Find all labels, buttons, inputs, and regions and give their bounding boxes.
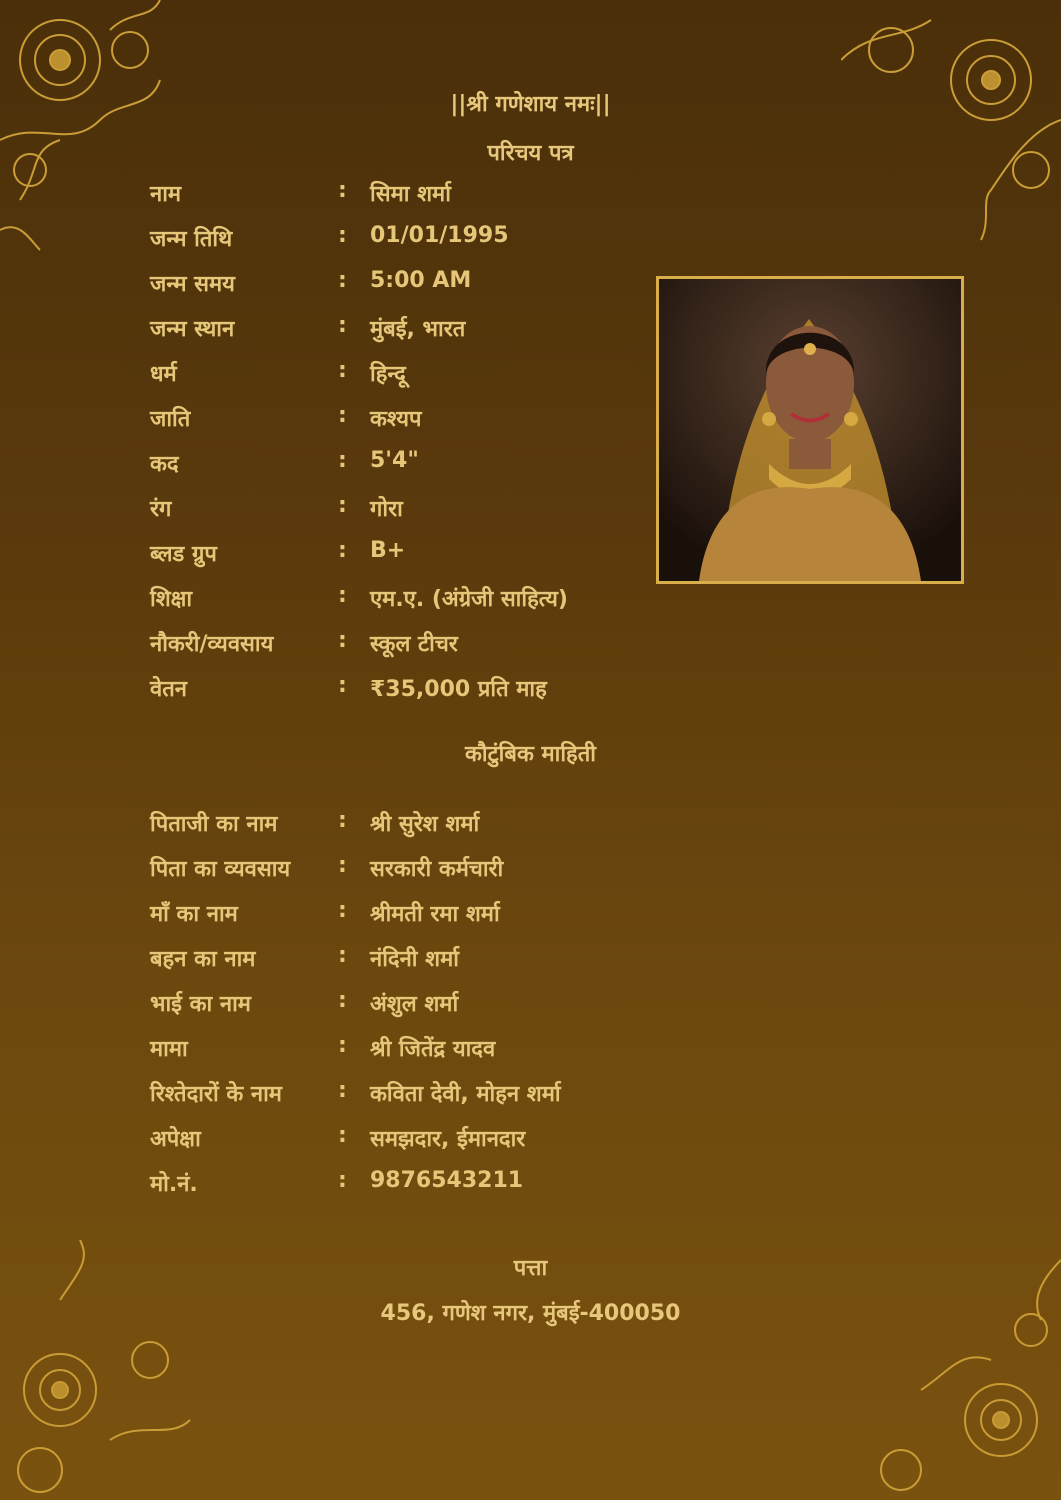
separator-colon: : — [338, 538, 347, 563]
detail-label: बहन का नाम — [150, 947, 256, 972]
detail-label: अपेक्षा — [150, 1127, 201, 1152]
detail-label: ब्लड ग्रुप — [150, 542, 217, 567]
separator-colon: : — [338, 268, 347, 293]
address-line: 456, गणेश नगर, मुंबई-400050 — [380, 1301, 681, 1326]
detail-label: कद — [150, 452, 179, 477]
detail-row-name — [150, 170, 670, 215]
separator-colon: : — [338, 1168, 347, 1193]
detail-value: अंशुल शर्मा — [370, 992, 459, 1017]
detail-row-religion — [150, 350, 670, 395]
detail-value: कविता देवी, मोहन शर्मा — [370, 1082, 561, 1107]
personal-details — [150, 170, 670, 710]
family-row-father-occupation — [150, 845, 670, 890]
detail-value: श्री जितेंद्र यादव — [370, 1037, 496, 1062]
family-details — [150, 800, 670, 1205]
detail-value: ₹35,000 प्रति माह — [370, 677, 547, 702]
detail-row-caste — [150, 395, 670, 440]
detail-label: जन्म तिथि — [150, 227, 233, 252]
detail-row-birth-date — [150, 215, 670, 260]
detail-label: धर्म — [150, 362, 177, 387]
profile-photo — [656, 276, 964, 584]
detail-label: रंग — [150, 497, 172, 522]
detail-label: शिक्षा — [150, 587, 193, 612]
detail-row-education — [150, 575, 670, 620]
family-section-title: कौटुंबिक माहिती — [465, 742, 596, 767]
detail-label: जाति — [150, 407, 191, 432]
detail-value: कश्यप — [370, 407, 422, 432]
detail-value: मुंबई, भारत — [370, 317, 466, 342]
detail-row-blood-group — [150, 530, 670, 575]
detail-value: सिमा शर्मा — [370, 182, 451, 207]
detail-label: पिताजी का नाम — [150, 812, 278, 837]
detail-label: वेतन — [150, 677, 187, 702]
separator-colon: : — [338, 403, 347, 428]
detail-label: जन्म समय — [150, 272, 235, 297]
separator-colon: : — [338, 853, 347, 878]
separator-colon: : — [338, 808, 347, 833]
separator-colon: : — [338, 898, 347, 923]
detail-row-salary — [150, 665, 670, 710]
family-row-sister — [150, 935, 670, 980]
floral-corner-top-right-icon — [841, 0, 1061, 260]
detail-label: नौकरी/व्यवसाय — [150, 632, 274, 657]
invocation-heading: ||श्री गणेशाय नमः|| — [450, 92, 611, 117]
separator-colon: : — [338, 1123, 347, 1148]
family-row-mobile — [150, 1160, 670, 1205]
detail-value: 9876543211 — [370, 1168, 524, 1193]
detail-row-birth-time — [150, 260, 670, 305]
family-row-maternal-uncle — [150, 1025, 670, 1070]
detail-label: नाम — [150, 182, 182, 207]
separator-colon: : — [338, 313, 347, 338]
family-row-relatives — [150, 1070, 670, 1115]
detail-label: रिश्तेदारों के नाम — [150, 1082, 282, 1107]
biodata-title: परिचय पत्र — [487, 141, 574, 166]
detail-value: हिन्दू — [370, 362, 406, 387]
separator-colon: : — [338, 673, 347, 698]
separator-colon: : — [338, 583, 347, 608]
separator-colon: : — [338, 223, 347, 248]
separator-colon: : — [338, 178, 347, 203]
family-row-expectation — [150, 1115, 670, 1160]
detail-value: श्री सुरेश शर्मा — [370, 812, 480, 837]
separator-colon: : — [338, 448, 347, 473]
detail-label: मामा — [150, 1037, 188, 1062]
address-title: पत्ता — [513, 1256, 548, 1281]
family-row-brother — [150, 980, 670, 1025]
family-row-mother — [150, 890, 670, 935]
family-row-father — [150, 800, 670, 845]
separator-colon: : — [338, 1078, 347, 1103]
detail-label: मो.नं. — [150, 1172, 198, 1197]
detail-value: 5'4" — [370, 448, 419, 473]
separator-colon: : — [338, 493, 347, 518]
separator-colon: : — [338, 988, 347, 1013]
detail-value: B+ — [370, 538, 406, 563]
detail-row-birth-place — [150, 305, 670, 350]
detail-value: गोरा — [370, 497, 403, 522]
detail-value: सरकारी कर्मचारी — [370, 857, 504, 882]
separator-colon: : — [338, 943, 347, 968]
detail-row-complexion — [150, 485, 670, 530]
detail-row-height — [150, 440, 670, 485]
detail-label: पिता का व्यवसाय — [150, 857, 291, 882]
detail-value: समझदार, ईमानदार — [370, 1127, 526, 1152]
bride-portrait-icon — [659, 279, 961, 581]
detail-row-occupation — [150, 620, 670, 665]
detail-label: जन्म स्थान — [150, 317, 235, 342]
detail-label: माँ का नाम — [150, 902, 238, 927]
separator-colon: : — [338, 628, 347, 653]
detail-value: 01/01/1995 — [370, 223, 509, 248]
detail-value: एम.ए. (अंग्रेजी साहित्य) — [370, 587, 568, 612]
detail-value: नंदिनी शर्मा — [370, 947, 459, 972]
detail-value: स्कूल टीचर — [370, 632, 458, 657]
detail-value: श्रीमती रमा शर्मा — [370, 902, 500, 927]
detail-value: 5:00 AM — [370, 268, 472, 293]
separator-colon: : — [338, 1033, 347, 1058]
detail-label: भाई का नाम — [150, 992, 251, 1017]
separator-colon: : — [338, 358, 347, 383]
